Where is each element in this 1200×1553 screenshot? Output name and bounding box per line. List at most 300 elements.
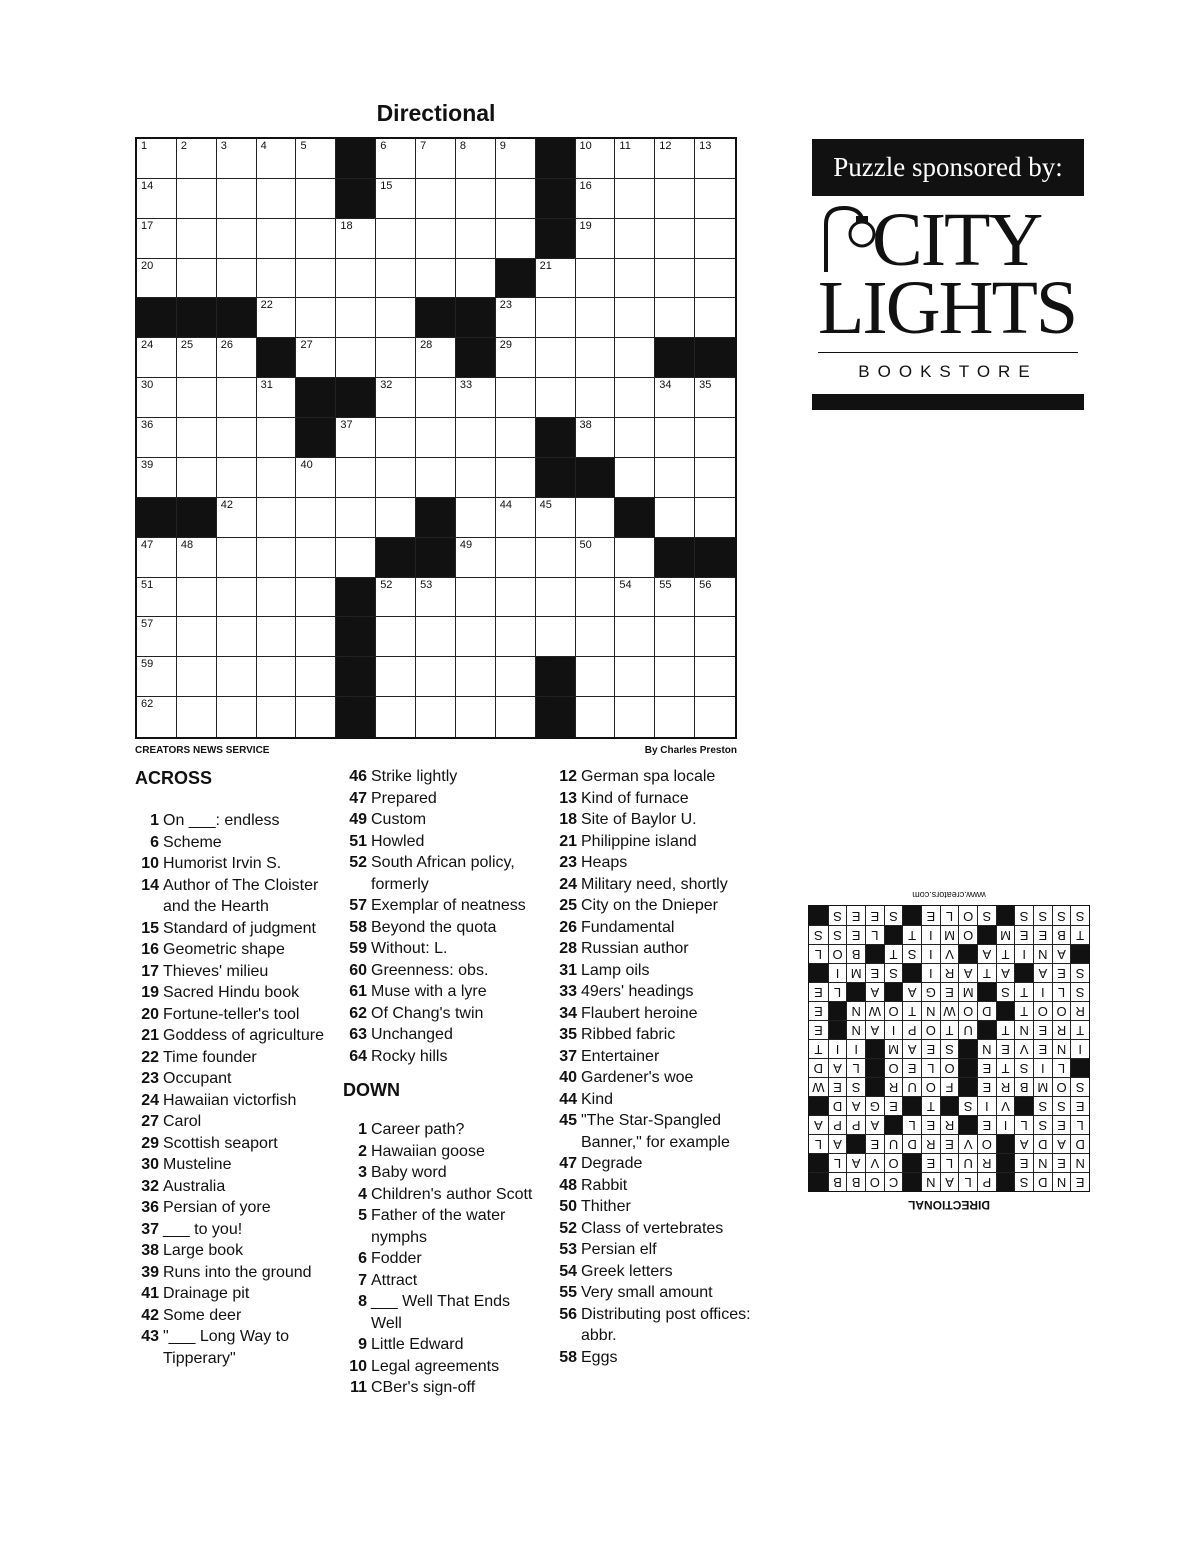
answer-cell: D [1070, 1134, 1089, 1153]
clue-item-number: 33 [559, 983, 577, 1000]
clue-number: 42 [220, 498, 233, 511]
grid-cell[interactable] [376, 338, 416, 378]
clue-number: 16 [579, 179, 592, 192]
clue-item-number: 59 [349, 940, 367, 957]
grid-cell[interactable] [217, 418, 257, 458]
grid-cell[interactable] [695, 498, 735, 538]
grid-cell[interactable] [177, 139, 217, 179]
grid-cell[interactable] [336, 418, 376, 458]
answer-cell: A [865, 1115, 884, 1134]
grid-cell[interactable] [655, 259, 695, 299]
answer-cell: O [884, 1001, 903, 1020]
grid-cell[interactable] [695, 378, 735, 418]
clue-number: 34 [659, 379, 672, 392]
grid-cell[interactable] [296, 179, 336, 219]
grid-cell[interactable] [655, 578, 695, 618]
grid-cell[interactable] [496, 697, 536, 737]
clue-item-number: 12 [559, 768, 577, 785]
logo-lights: LIGHTS [818, 266, 1077, 350]
answer-cell: A [846, 1153, 865, 1172]
grid-cell[interactable] [536, 338, 576, 378]
grid-cell[interactable] [336, 338, 376, 378]
grid-cell[interactable] [456, 219, 496, 259]
grid-cell[interactable] [615, 578, 655, 618]
clue-number: 15 [380, 179, 393, 192]
grid-cell[interactable] [456, 378, 496, 418]
grid-cell[interactable] [416, 458, 456, 498]
grid-cell[interactable] [576, 139, 616, 179]
clue-item [553, 917, 753, 939]
grid-cell[interactable] [177, 179, 217, 219]
clue-number: 30 [141, 379, 154, 392]
grid-cell[interactable] [456, 538, 496, 578]
clue-item-number: 1 [150, 812, 159, 829]
clue-item-number: 32 [141, 1177, 159, 1195]
grid-cell[interactable] [655, 179, 695, 219]
grid-cell[interactable] [137, 617, 177, 657]
grid-cell[interactable] [655, 378, 695, 418]
down-heading: DOWN [343, 1080, 400, 1100]
grid-cell[interactable] [576, 259, 616, 299]
grid-cell[interactable] [376, 298, 416, 338]
grid-cell[interactable] [536, 259, 576, 299]
grid-cell[interactable] [257, 538, 297, 578]
answer-cell: N [1033, 944, 1052, 963]
grid-cell[interactable] [217, 617, 257, 657]
grid-cell[interactable] [496, 418, 536, 458]
grid-cell[interactable] [177, 538, 217, 578]
grid-cell[interactable] [416, 418, 456, 458]
grid-cell[interactable] [576, 418, 616, 458]
clue-item [343, 1024, 543, 1046]
grid-cell[interactable] [217, 219, 257, 259]
answer-cell: D [902, 1134, 921, 1153]
grid-cell[interactable] [217, 657, 257, 697]
clue-item-text: Exemplar of neatness [371, 897, 526, 914]
grid-cell[interactable] [655, 139, 695, 179]
grid-cell[interactable] [376, 697, 416, 737]
grid-cell[interactable] [416, 259, 456, 299]
grid-cell[interactable] [655, 617, 695, 657]
grid-cell[interactable] [217, 179, 257, 219]
answer-cell: S [1070, 963, 1089, 982]
grid-cell[interactable] [576, 578, 616, 618]
grid-cell[interactable] [177, 338, 217, 378]
grid-cell[interactable] [296, 259, 336, 299]
answer-cell: N [1070, 1153, 1089, 1172]
grid-cell[interactable] [496, 498, 536, 538]
grid-cell[interactable] [536, 617, 576, 657]
grid-cell[interactable] [296, 657, 336, 697]
grid-cell[interactable] [137, 697, 177, 737]
grid-cell[interactable] [296, 697, 336, 737]
answer-cell: P [902, 1020, 921, 1039]
grid-cell[interactable] [217, 139, 257, 179]
grid-cell[interactable] [137, 418, 177, 458]
grid-cell[interactable] [416, 139, 456, 179]
grid-cell[interactable] [296, 139, 336, 179]
clue-item-number: 11 [350, 1379, 367, 1396]
source-credit: CREATORS NEWS SERVICE [135, 745, 270, 756]
grid-cell[interactable] [177, 378, 217, 418]
answer-black-square [996, 906, 1015, 925]
grid-cell[interactable] [615, 179, 655, 219]
grid-cell[interactable] [137, 338, 177, 378]
answer-cell: T [902, 1001, 921, 1020]
answer-cell: D [977, 1001, 996, 1020]
grid-cell[interactable] [456, 418, 496, 458]
clue-item-text: Fortune-teller's tool [163, 1005, 300, 1023]
answer-black-square [996, 1001, 1015, 1020]
grid-cell[interactable] [217, 378, 257, 418]
grid-cell[interactable] [536, 498, 576, 538]
clue-item-text: Muse with a lyre [371, 983, 487, 1000]
grid-cell[interactable] [695, 298, 735, 338]
answer-cell: T [996, 1020, 1015, 1039]
grid-cell[interactable] [536, 578, 576, 618]
clue-item [343, 852, 543, 895]
grid-cell[interactable] [695, 458, 735, 498]
answer-black-square [996, 1134, 1015, 1153]
clue-item-number: 41 [141, 1285, 159, 1302]
grid-cell[interactable] [456, 617, 496, 657]
clue-item-number: 15 [141, 919, 159, 937]
answer-cell: E [921, 1039, 940, 1058]
grid-cell[interactable] [695, 697, 735, 737]
answer-cell: M [884, 1039, 903, 1058]
grid-cell[interactable] [257, 458, 297, 498]
grid-cell[interactable] [217, 338, 257, 378]
grid-cell[interactable] [536, 378, 576, 418]
grid-cell[interactable] [217, 498, 257, 538]
grid-cell[interactable] [137, 458, 177, 498]
grid-cell[interactable] [576, 617, 616, 657]
clue-number: 19 [579, 219, 592, 232]
sponsor-box [812, 139, 1084, 410]
answer-cell: S [1014, 1172, 1033, 1191]
grid-cell[interactable] [217, 538, 257, 578]
clue-item-text: Attract [371, 1271, 418, 1289]
answer-cell: L [1014, 1115, 1033, 1134]
grid-cell[interactable] [615, 538, 655, 578]
grid-cell[interactable] [416, 697, 456, 737]
clue-number: 53 [420, 578, 433, 591]
answer-cell: M [1033, 1077, 1052, 1096]
grid-cell[interactable] [177, 458, 217, 498]
answer-cell: S [828, 906, 847, 925]
answer-cell: E [1052, 1115, 1071, 1134]
clue-item-number: 42 [141, 1306, 159, 1324]
grid-cell[interactable] [137, 179, 177, 219]
grid-cell[interactable] [615, 219, 655, 259]
clue-item [343, 1356, 543, 1378]
answer-black-square [902, 963, 921, 982]
clue-item [135, 1262, 335, 1284]
clue-item [135, 832, 335, 854]
answer-black-square [902, 1153, 921, 1172]
grid-cell[interactable] [137, 538, 177, 578]
grid-cell[interactable] [496, 219, 536, 259]
grid-cell[interactable] [496, 657, 536, 697]
down-clues-list-cont [553, 766, 753, 1368]
clue-item [553, 1304, 753, 1347]
grid-cell[interactable] [257, 657, 297, 697]
clue-item [553, 1089, 753, 1111]
grid-cell[interactable] [257, 378, 297, 418]
grid-cell[interactable] [576, 538, 616, 578]
grid-cell[interactable] [615, 418, 655, 458]
grid-cell[interactable] [655, 219, 695, 259]
answer-cell: L [1052, 982, 1071, 1001]
grid-cell[interactable] [137, 657, 177, 697]
grid-cell[interactable] [456, 458, 496, 498]
grid-cell[interactable] [615, 657, 655, 697]
clue-number: 43 [420, 498, 433, 511]
grid-cell[interactable] [336, 498, 376, 538]
clue-item-text: Rabbit [581, 1176, 628, 1194]
clue-item-text: Strike lightly [371, 768, 458, 785]
answer-cell: B [1014, 1077, 1033, 1096]
grid-cell[interactable] [456, 179, 496, 219]
grid-cell[interactable] [615, 617, 655, 657]
answer-cell: N [921, 1172, 940, 1191]
grid-cell[interactable] [496, 139, 536, 179]
grid-cell[interactable] [137, 139, 177, 179]
grid-cell[interactable] [416, 378, 456, 418]
grid-cell[interactable] [496, 298, 536, 338]
grid-cell[interactable] [536, 298, 576, 338]
clue-item-number: 10 [349, 1357, 367, 1375]
grid-cell[interactable] [217, 458, 257, 498]
grid-cell[interactable] [655, 498, 695, 538]
grid-cell[interactable] [257, 298, 297, 338]
answer-cell: A [1052, 1134, 1071, 1153]
grid-cell[interactable] [655, 458, 695, 498]
grid-cell[interactable] [217, 697, 257, 737]
grid-cell[interactable] [576, 697, 616, 737]
answer-cell: A [828, 1058, 847, 1077]
clue-number: 1 [141, 140, 148, 152]
grid-cell[interactable] [376, 219, 416, 259]
grid-cell[interactable] [177, 578, 217, 618]
grid-cell[interactable] [695, 179, 735, 219]
grid-cell[interactable] [257, 259, 297, 299]
grid-cell[interactable] [615, 298, 655, 338]
grid-cell[interactable] [655, 657, 695, 697]
answer-black-square [996, 1172, 1015, 1191]
answer-cell: E [940, 1134, 959, 1153]
grid-cell[interactable] [615, 378, 655, 418]
grid-cell[interactable] [576, 298, 616, 338]
grid-cell[interactable] [177, 259, 217, 299]
grid-cell[interactable] [376, 578, 416, 618]
grid-cell[interactable] [615, 338, 655, 378]
grid-cell[interactable] [137, 378, 177, 418]
grid-cell[interactable] [257, 179, 297, 219]
clue-item-text: Class of vertebrates [581, 1219, 724, 1237]
answer-cell: C [884, 1172, 903, 1191]
grid-cell[interactable] [296, 219, 336, 259]
grid-cell[interactable] [376, 657, 416, 697]
grid-cell[interactable] [336, 458, 376, 498]
grid-cell[interactable] [655, 298, 695, 338]
grid-cell[interactable] [416, 179, 456, 219]
grid-cell[interactable] [296, 458, 336, 498]
answer-cell: L [921, 1058, 940, 1077]
grid-cell[interactable] [296, 498, 336, 538]
grid-cell[interactable] [615, 458, 655, 498]
clue-item-text: Goddess of agriculture [163, 1027, 324, 1044]
grid-cell[interactable] [695, 219, 735, 259]
grid-cell[interactable] [416, 578, 456, 618]
grid-cell[interactable] [257, 617, 297, 657]
grid-cell[interactable] [456, 139, 496, 179]
grid-cell[interactable] [376, 378, 416, 418]
answer-black-square [846, 1134, 865, 1153]
grid-cell[interactable] [296, 578, 336, 618]
grid-cell[interactable] [456, 578, 496, 618]
grid-cell[interactable] [137, 578, 177, 618]
grid-cell[interactable] [576, 378, 616, 418]
grid-cell[interactable] [376, 418, 416, 458]
grid-cell[interactable] [576, 498, 616, 538]
grid-cell[interactable] [257, 418, 297, 458]
grid-cell[interactable] [257, 697, 297, 737]
grid-cell[interactable] [177, 657, 217, 697]
clue-item-number: 62 [349, 1004, 367, 1022]
grid-cell[interactable] [456, 498, 496, 538]
grid-cell[interactable] [695, 418, 735, 458]
grid-cell[interactable] [496, 179, 536, 219]
black-square [137, 298, 177, 338]
grid-cell[interactable] [376, 458, 416, 498]
answer-cell: L [865, 925, 884, 944]
clue-item-text: Hawaiian victorfish [163, 1091, 297, 1109]
grid-cell[interactable] [257, 578, 297, 618]
grid-cell[interactable] [376, 179, 416, 219]
answer-cell: A [958, 963, 977, 982]
grid-cell[interactable] [376, 498, 416, 538]
answer-cell: O [958, 925, 977, 944]
grid-cell[interactable] [217, 259, 257, 299]
clue-item-text: Large book [163, 1242, 244, 1259]
answer-cell: U [884, 1134, 903, 1153]
grid-cell[interactable] [296, 538, 336, 578]
clue-item [135, 1240, 335, 1262]
grid-cell[interactable] [257, 219, 297, 259]
grid-cell[interactable] [416, 219, 456, 259]
clue-number: 12 [659, 140, 672, 152]
grid-cell[interactable] [615, 259, 655, 299]
grid-cell[interactable] [376, 259, 416, 299]
clue-column-2 [343, 766, 543, 1399]
grid-cell[interactable] [496, 617, 536, 657]
grid-cell[interactable] [257, 139, 297, 179]
answer-cell: E [1070, 1096, 1089, 1115]
black-square [615, 498, 655, 538]
grid-cell[interactable] [655, 418, 695, 458]
grid-cell[interactable] [496, 338, 536, 378]
grid-cell[interactable] [496, 378, 536, 418]
grid-cell[interactable] [296, 617, 336, 657]
grid-cell[interactable] [137, 219, 177, 259]
grid-cell[interactable] [217, 578, 257, 618]
clue-number: 23 [499, 299, 513, 312]
grid-cell[interactable] [695, 139, 735, 179]
grid-cell[interactable] [257, 498, 297, 538]
grid-cell[interactable] [536, 538, 576, 578]
answer-cell: E [865, 1134, 884, 1153]
grid-cell[interactable] [336, 538, 376, 578]
grid-cell[interactable] [456, 657, 496, 697]
clue-item-text: Flaubert heroine [581, 1004, 698, 1022]
grid-cell[interactable] [655, 697, 695, 737]
grid-cell[interactable] [695, 259, 735, 299]
grid-cell[interactable] [496, 458, 536, 498]
clue-item-text: 49ers' headings [581, 983, 694, 1000]
answer-cell: G [865, 1096, 884, 1115]
grid-cell[interactable] [576, 219, 616, 259]
grid-cell[interactable] [416, 617, 456, 657]
answer-black-square [902, 906, 921, 925]
clue-item-text: Entertainer [581, 1047, 660, 1065]
clue-item-number: 19 [141, 984, 159, 1001]
grid-cell[interactable] [177, 697, 217, 737]
clue-item-number: 18 [559, 811, 577, 828]
clue-item-text: Persian of yore [163, 1199, 271, 1216]
answer-cell: O [958, 906, 977, 925]
grid-cell[interactable] [496, 578, 536, 618]
answer-cell: E [940, 982, 959, 1001]
grid-cell[interactable] [615, 139, 655, 179]
clue-item [553, 809, 753, 831]
grid-cell[interactable] [137, 259, 177, 299]
grid-cell[interactable] [177, 219, 217, 259]
grid-cell[interactable] [576, 179, 616, 219]
clue-item [553, 1067, 753, 1089]
answer-cell: S [958, 1096, 977, 1115]
grid-cell[interactable] [336, 219, 376, 259]
grid-cell[interactable] [296, 338, 336, 378]
grid-cell[interactable] [456, 697, 496, 737]
clue-item-number: 20 [141, 1005, 159, 1023]
clue-item-text: Degrade [581, 1155, 643, 1172]
grid-cell[interactable] [695, 657, 735, 697]
grid-cell[interactable] [615, 697, 655, 737]
grid-cell[interactable] [695, 617, 735, 657]
clue-item-number: 47 [349, 789, 367, 807]
grid-cell[interactable] [177, 418, 217, 458]
grid-cell[interactable] [336, 259, 376, 299]
grid-cell[interactable] [177, 617, 217, 657]
clue-number: 6 [380, 140, 387, 152]
grid-cell[interactable] [576, 338, 616, 378]
grid-cell[interactable] [496, 538, 536, 578]
black-square [536, 418, 576, 458]
clue-item-number: 57 [349, 897, 367, 914]
grid-cell[interactable] [296, 298, 336, 338]
grid-cell[interactable] [416, 657, 456, 697]
grid-cell[interactable] [376, 139, 416, 179]
clue-item-text: Beyond the quota [371, 918, 497, 936]
grid-cell[interactable] [376, 617, 416, 657]
clue-item-text: Kind of furnace [581, 789, 689, 807]
grid-cell[interactable] [695, 578, 735, 618]
grid-cell[interactable] [456, 259, 496, 299]
grid-cell[interactable] [336, 298, 376, 338]
grid-cell[interactable] [576, 657, 616, 697]
grid-cell[interactable] [416, 338, 456, 378]
